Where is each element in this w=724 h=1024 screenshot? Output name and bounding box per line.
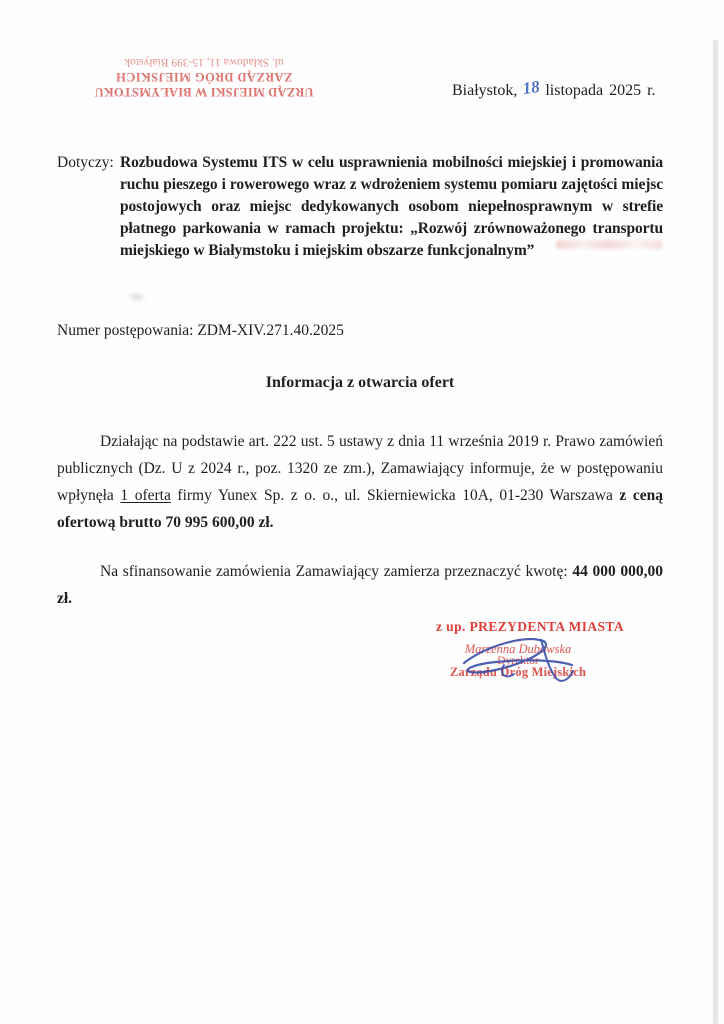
handwritten-day: 18 [521, 76, 542, 99]
document-title: Informacja z otwarcia ofert [265, 374, 455, 391]
case-number-line [57, 322, 344, 340]
body-paragraph-offers [57, 428, 663, 536]
signature-authority-stamp: z up. PREZYDENTA MIASTA [436, 619, 624, 634]
subject-label: Dotyczy: [57, 154, 114, 171]
dateline [452, 76, 656, 100]
scanner-edge-streak [713, 40, 718, 1024]
offer-count-underlined: 1 oferta [120, 487, 171, 504]
dateline-rest: listopada 2025 r. [545, 82, 656, 99]
case-number-value: ZDM-XIV.271.40.2025 [197, 322, 344, 339]
faint-stamp-artifact [556, 240, 662, 249]
case-number-label: Numer postępowania: [57, 322, 194, 339]
paragraph1-text: Działając na podstawie art. 222 ust. 5 ustawy z dnia 11 września 2019 r. Prawo zamówień publicznych (Dz. U z 2024 r., poz. 1320 ze zm.), Zamawiający informuje, że w postępowaniu wpłynęła [57, 433, 663, 504]
offer-price-bold: z ceną ofertową brutto 70 995 600,00 zł. [57, 487, 663, 531]
subject-text: Rozbudowa Systemu ITS w celu usprawnienia mobilności miejskiej i promowania ruchu pieszego i rowerowego wraz z wdrożeniem systemu pomiaru zajętości miejsc postojowych oraz miejsc dedykowanych osobom niepełnosprawnym w strefie płatnego parkowania w ramach projektu: „Rozwój zrównoważonego transportu miejskiego w Białymstoku i miejskim obszarze funkcjonalnym” [120, 154, 663, 259]
body-paragraph-budget [57, 558, 663, 612]
budget-amount-bold: 44 000 000,00 zł. [57, 563, 663, 607]
paragraph2-text: Na sfinansowanie zamówienia Zamawiający zamierza przeznaczyć kwotę: [100, 563, 573, 580]
paragraph1-text-cont: firmy Yunex Sp. z o. o., ul. Skierniewicka 10A, 01-230 Warszawa [170, 487, 620, 504]
dateline-city: Białystok, [452, 82, 518, 99]
signatory-title: Dyrektor [497, 654, 539, 667]
sender-stamp-org: URZĄD MIEJSKI W BIAŁYMSTOKU [94, 85, 314, 99]
sender-stamp-rotated [88, 54, 320, 99]
signatory-name: Marzenna Dubowska [464, 642, 572, 656]
signatory-organization: Zarządu Dróg Miejskich [449, 665, 587, 679]
scan-smudge [130, 294, 144, 300]
sender-stamp-address: ul. Składowa 11, 15-399 Białystok [124, 56, 284, 68]
handwritten-signature [448, 633, 598, 688]
sender-stamp-dept: ZARZĄD DRÓG MIEJSKICH [115, 70, 293, 84]
